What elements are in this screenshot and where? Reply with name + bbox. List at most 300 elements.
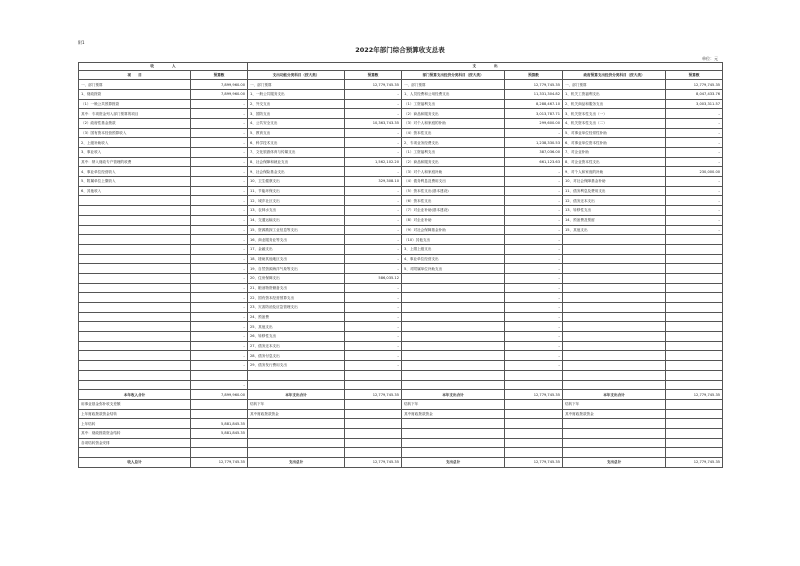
item-cell <box>402 341 505 351</box>
item-cell <box>402 293 505 303</box>
amount-cell: – <box>345 293 402 303</box>
table-row <box>79 264 723 274</box>
item-cell: 其中：纳入财政专户管理的收费 <box>79 157 191 167</box>
amount-cell: – <box>666 138 723 148</box>
item-cell: 其中：财政拨款资金结转 <box>79 428 191 438</box>
amount-cell: – <box>345 206 402 216</box>
amount-cell: – <box>191 225 248 235</box>
amount-cell: – <box>191 244 248 254</box>
item-cell <box>79 206 191 216</box>
amount-cell: 1,562,102.20 <box>345 157 402 167</box>
item-cell <box>402 303 505 313</box>
amount-cell: 12,779,745.35 <box>505 390 563 400</box>
amount-cell: – <box>345 99 402 109</box>
item-cell: 1、财政拨款 <box>79 89 191 99</box>
item-cell <box>79 448 191 458</box>
item-cell <box>79 196 191 206</box>
amount-cell: – <box>505 264 563 274</box>
item-cell: 11、债务利息及费用支出 <box>563 186 666 196</box>
item-cell: 2、专项业务经费支出 <box>402 138 505 148</box>
amount-cell: – <box>345 312 402 322</box>
item-cell: 支出总计 <box>563 458 666 468</box>
amount-cell: – <box>505 303 563 313</box>
amount-cell: – <box>505 322 563 332</box>
amount-cell: – <box>191 303 248 313</box>
amount-cell <box>666 448 723 458</box>
item-cell <box>402 361 505 371</box>
amount-cell: – <box>345 196 402 206</box>
item-cell <box>563 370 666 380</box>
item-cell <box>79 341 191 351</box>
item-cell: 上年结转 <box>79 419 191 429</box>
item-cell <box>563 361 666 371</box>
amount-cell: – <box>191 264 248 274</box>
amount-cell: 12,779,745.35 <box>345 80 402 90</box>
table-row <box>79 89 723 99</box>
amount-cell: – <box>191 99 248 109</box>
item-cell <box>402 332 505 342</box>
item-cell: 28、债务付息支出 <box>248 351 345 361</box>
page-title: 2022年部门综合预算收支总表 <box>355 46 445 54</box>
item-cell: 一、部门预算 <box>79 80 191 90</box>
item-cell: 5、附属单位上缴收入 <box>79 177 191 187</box>
amount-cell: – <box>505 351 563 361</box>
item-cell <box>402 448 505 458</box>
amount-cell: – <box>345 351 402 361</box>
amount-cell: – <box>505 341 563 351</box>
amount-cell: – <box>345 128 402 138</box>
table-row <box>79 157 723 167</box>
amount-cell: – <box>191 283 248 293</box>
income-group-header: 收 入 <box>79 63 248 71</box>
item-cell: 支出总计 <box>248 458 345 468</box>
amount-cell <box>666 399 723 409</box>
item-cell: （1）工资福利支出 <box>402 148 505 158</box>
item-cell: 结转下年 <box>563 399 666 409</box>
item-cell <box>402 380 505 390</box>
item-cell <box>563 351 666 361</box>
amount-cell: – <box>505 254 563 264</box>
amount-cell: 12,779,745.35 <box>345 458 402 468</box>
amount-cell <box>666 254 723 264</box>
amount-cell: – <box>191 332 248 342</box>
expense-group-header: 支 出 <box>248 63 723 71</box>
item-cell: 其中财政拨款资金 <box>248 409 345 419</box>
amount-cell: – <box>345 264 402 274</box>
amount-cell <box>191 409 248 419</box>
amount-cell <box>666 438 723 448</box>
amount-cell: – <box>345 109 402 119</box>
item-cell <box>402 428 505 438</box>
amount-cell: 3,003,311.57 <box>666 99 723 109</box>
item-cell: （10）其他支出 <box>402 235 505 245</box>
item-cell: 11、节能环保支出 <box>248 186 345 196</box>
header-dept-economic-class: 部门预算支出经济分类科目（按大类） <box>402 70 505 80</box>
amount-cell: 11,331,304.82 <box>505 89 563 99</box>
amount-cell <box>666 428 723 438</box>
item-cell: 27、债务还本支出 <box>248 341 345 351</box>
amount-cell: – <box>666 215 723 225</box>
item-cell <box>402 273 505 283</box>
amount-cell: – <box>505 273 563 283</box>
item-cell: 3、国防支出 <box>248 109 345 119</box>
item-cell: （8）对企业补助 <box>402 215 505 225</box>
item-cell: 25、其他支出 <box>248 322 345 332</box>
item-cell: 2、机关商品和服务支出 <box>563 99 666 109</box>
amount-cell: – <box>505 283 563 293</box>
item-cell: 5、教育支出 <box>248 128 345 138</box>
item-cell <box>79 322 191 332</box>
item-cell: 13、农林水支出 <box>248 206 345 216</box>
item-cell: 26、转移性支出 <box>248 332 345 342</box>
amount-cell <box>666 244 723 254</box>
amount-cell <box>345 399 402 409</box>
amount-cell <box>345 370 402 380</box>
amount-cell <box>666 283 723 293</box>
amount-cell: – <box>666 148 723 158</box>
item-cell <box>79 283 191 293</box>
item-cell: 2、上级补助收入 <box>79 138 191 148</box>
table-row <box>79 419 723 429</box>
amount-cell: – <box>191 148 248 158</box>
group-header-row <box>79 63 723 71</box>
header-amount-functional: 预算数 <box>345 70 402 80</box>
amount-cell: – <box>345 322 402 332</box>
amount-cell: – <box>191 273 248 283</box>
amount-cell: 7,899,960.00 <box>191 80 248 90</box>
table-row <box>79 109 723 119</box>
item-cell <box>563 264 666 274</box>
item-cell: 其中：专项资金列入部门预算的项目 <box>79 109 191 119</box>
amount-cell: – <box>191 312 248 322</box>
item-cell: 本年收入合计 <box>79 390 191 400</box>
item-cell: （2）商品和服务支出 <box>402 109 505 119</box>
item-cell <box>563 244 666 254</box>
amount-cell: 12,779,745.35 <box>505 80 563 90</box>
amount-cell: – <box>666 118 723 128</box>
amount-cell: – <box>505 215 563 225</box>
amount-cell: – <box>191 118 248 128</box>
item-cell: 4、公共安全支出 <box>248 118 345 128</box>
amount-cell <box>666 409 723 419</box>
table-row <box>79 99 723 109</box>
column-header-row <box>79 70 723 80</box>
amount-cell: – <box>345 215 402 225</box>
item-cell: 一、部门预算 <box>563 80 666 90</box>
item-cell: 22、国有资本经营预算支出 <box>248 293 345 303</box>
amount-cell: 3,013,787.71 <box>505 109 563 119</box>
table-row <box>79 361 723 371</box>
amount-cell <box>345 380 402 390</box>
table-row <box>79 409 723 419</box>
amount-cell: – <box>191 167 248 177</box>
item-cell: （4）债务利息及费用支出 <box>402 177 505 187</box>
amount-cell <box>191 370 248 380</box>
amount-cell: 8,047,433.76 <box>666 89 723 99</box>
item-cell: 4、机关资本性支出（二） <box>563 118 666 128</box>
item-cell: 1、人员经费和公用经费支出 <box>402 89 505 99</box>
grand-total-row <box>79 458 723 468</box>
item-cell <box>402 283 505 293</box>
header-amount-dept: 预算数 <box>505 70 563 80</box>
amount-cell <box>345 448 402 458</box>
item-cell: 上年财政拨款资金结转 <box>79 409 191 419</box>
item-cell <box>248 438 345 448</box>
table-row <box>79 186 723 196</box>
amount-cell <box>505 399 563 409</box>
item-cell <box>79 312 191 322</box>
amount-cell <box>666 235 723 245</box>
amount-cell: – <box>191 215 248 225</box>
amount-cell <box>191 399 248 409</box>
table-row <box>79 332 723 342</box>
amount-cell: – <box>345 332 402 342</box>
item-cell <box>563 332 666 342</box>
table-row <box>79 235 723 245</box>
amount-cell: – <box>505 186 563 196</box>
amount-cell <box>345 438 402 448</box>
amount-cell: – <box>666 186 723 196</box>
amount-cell: – <box>345 167 402 177</box>
item-cell: 本年支出合计 <box>248 390 345 400</box>
item-cell: 20、住房保障支出 <box>248 273 345 283</box>
item-cell: 7、文化旅游体育与传媒支出 <box>248 148 345 158</box>
table-row <box>79 312 723 322</box>
item-cell: 3、事业收入 <box>79 148 191 158</box>
item-cell: 9、对个人和家庭的补助 <box>563 167 666 177</box>
item-cell: 10、卫生健康支出 <box>248 177 345 187</box>
item-cell: 一、部门预算 <box>248 80 345 90</box>
item-cell <box>563 254 666 264</box>
table-row <box>79 448 723 458</box>
amount-cell: 5,881,845.35 <box>191 428 248 438</box>
amount-cell: – <box>505 206 563 216</box>
item-cell: （2）政府性基金拨款 <box>79 118 191 128</box>
amount-cell: – <box>191 254 248 264</box>
item-cell <box>563 273 666 283</box>
item-cell <box>563 312 666 322</box>
amount-cell: – <box>191 361 248 371</box>
table-row <box>79 128 723 138</box>
item-cell: 23、灾害防治及应急管理支出 <box>248 303 345 313</box>
amount-cell: – <box>191 109 248 119</box>
amount-cell <box>345 419 402 429</box>
amount-cell <box>666 322 723 332</box>
table-row <box>79 148 723 158</box>
item-cell: 14、交通运输支出 <box>248 215 345 225</box>
table-row <box>79 225 723 235</box>
amount-cell: 7,899,960.00 <box>191 390 248 400</box>
item-cell <box>79 235 191 245</box>
item-cell <box>79 273 191 283</box>
item-cell: （7）对企业补助(基本建设) <box>402 206 505 216</box>
amount-cell: – <box>345 235 402 245</box>
amount-cell: – <box>505 196 563 206</box>
item-cell: 16、商业服务业等支出 <box>248 235 345 245</box>
amount-cell: – <box>191 380 248 390</box>
amount-cell: 329,308.10 <box>345 177 402 187</box>
item-cell: （4）资本性支出 <box>402 128 505 138</box>
table-row <box>79 273 723 283</box>
item-cell: 5、对事业单位经常性补助 <box>563 128 666 138</box>
amount-cell: – <box>505 225 563 235</box>
item-cell <box>79 351 191 361</box>
amount-cell <box>666 351 723 361</box>
amount-cell: – <box>191 186 248 196</box>
item-cell: 本年支出合计 <box>563 390 666 400</box>
item-cell <box>563 428 666 438</box>
item-cell <box>248 419 345 429</box>
table-row <box>79 303 723 313</box>
amount-cell <box>505 370 563 380</box>
item-cell: 用事业基金弥补收支差额 <box>79 399 191 409</box>
header-item: 项 目 <box>79 70 191 80</box>
item-cell <box>79 361 191 371</box>
table-row <box>79 283 723 293</box>
amount-cell: 12,779,745.35 <box>666 80 723 90</box>
amount-cell <box>191 438 248 448</box>
item-cell: 结转下年 <box>248 399 345 409</box>
item-cell: 结转下年 <box>402 399 505 409</box>
item-cell: 6、其他收入 <box>79 186 191 196</box>
amount-cell: – <box>505 244 563 254</box>
amount-cell <box>666 370 723 380</box>
item-cell: 10、对社会保障基金补助 <box>563 177 666 187</box>
amount-cell: – <box>191 351 248 361</box>
item-cell: 15、资源勘探工业信息等支出 <box>248 225 345 235</box>
amount-cell: 12,779,745.35 <box>191 458 248 468</box>
amount-cell: 387,036.00 <box>505 148 563 158</box>
item-cell: 13、转移性支出 <box>563 206 666 216</box>
table-row <box>79 370 723 380</box>
item-cell: 3、机关资本性支出（一） <box>563 109 666 119</box>
item-cell <box>402 370 505 380</box>
amount-cell: 12,779,745.35 <box>666 458 723 468</box>
item-cell: 其中财政拨款资金 <box>563 409 666 419</box>
amount-cell <box>666 273 723 283</box>
amount-cell: – <box>345 138 402 148</box>
table-row <box>79 138 723 148</box>
item-cell <box>248 428 345 438</box>
header-gov-economic-class: 政府预算支出经济分类科目（按大类） <box>563 70 666 80</box>
amount-cell: – <box>191 206 248 216</box>
amount-cell <box>505 448 563 458</box>
item-cell: 12、债务还本支出 <box>563 196 666 206</box>
amount-cell: – <box>191 177 248 187</box>
item-cell: 12、城乡社区支出 <box>248 196 345 206</box>
item-cell: 18、援助其他地区支出 <box>248 254 345 264</box>
table-row <box>79 351 723 361</box>
item-cell <box>563 235 666 245</box>
amount-cell: – <box>191 157 248 167</box>
amount-cell: – <box>505 167 563 177</box>
item-cell <box>563 341 666 351</box>
item-cell: 15、其他支出 <box>563 225 666 235</box>
item-cell <box>563 322 666 332</box>
item-cell: 1、一般公共服务支出 <box>248 89 345 99</box>
amount-cell: – <box>666 206 723 216</box>
amount-cell: – <box>345 254 402 264</box>
item-cell <box>563 283 666 293</box>
amount-cell <box>666 303 723 313</box>
item-cell: 14、预备费及预留 <box>563 215 666 225</box>
item-cell <box>248 448 345 458</box>
amount-cell: – <box>191 128 248 138</box>
table-row <box>79 399 723 409</box>
amount-cell: – <box>191 235 248 245</box>
item-cell: 4、事业单位经营收入 <box>79 167 191 177</box>
amount-cell: – <box>666 157 723 167</box>
amount-cell: 7,899,960.00 <box>191 89 248 99</box>
item-cell: 各项结转资金安排 <box>79 438 191 448</box>
item-cell <box>563 419 666 429</box>
item-cell <box>563 293 666 303</box>
item-cell: 一、部门预算 <box>402 80 505 90</box>
item-cell: 支出总计 <box>402 458 505 468</box>
amount-cell: – <box>191 196 248 206</box>
table-row <box>79 118 723 128</box>
amount-cell <box>666 380 723 390</box>
amount-cell: – <box>345 89 402 99</box>
amount-cell <box>666 419 723 429</box>
item-cell: （5）资本性支出(基本建设) <box>402 186 505 196</box>
amount-cell: 299,600.00 <box>505 118 563 128</box>
item-cell: 6、对事业单位资本性补助 <box>563 138 666 148</box>
amount-cell <box>666 361 723 371</box>
amount-cell: – <box>191 322 248 332</box>
item-cell: 17、金融支出 <box>248 244 345 254</box>
item-cell: 6、科学技术支出 <box>248 138 345 148</box>
amount-cell: 12,779,745.35 <box>345 390 402 400</box>
totals-row <box>79 390 723 400</box>
item-cell <box>79 254 191 264</box>
item-cell <box>402 312 505 322</box>
item-cell: 19、自然资源海洋气象等支出 <box>248 264 345 274</box>
amount-cell: – <box>505 361 563 371</box>
amount-cell: – <box>666 196 723 206</box>
amount-cell: – <box>666 225 723 235</box>
item-cell: （1）工资福利支出 <box>402 99 505 109</box>
item-cell <box>79 293 191 303</box>
item-cell: 其中财政拨款资金 <box>402 409 505 419</box>
amount-cell: – <box>345 244 402 254</box>
item-cell <box>79 332 191 342</box>
table-row <box>79 206 723 216</box>
table-row <box>79 341 723 351</box>
item-cell: （3）对个人和家庭补助 <box>402 167 505 177</box>
item-cell: 9、社会保险基金支出 <box>248 167 345 177</box>
amount-cell: – <box>505 177 563 187</box>
item-cell <box>79 264 191 274</box>
item-cell <box>248 380 345 390</box>
table-row <box>79 322 723 332</box>
amount-cell: – <box>345 303 402 313</box>
item-cell: 1、机关工资福利支出 <box>563 89 666 99</box>
item-cell: 29、债务发行费用支出 <box>248 361 345 371</box>
item-cell <box>563 303 666 313</box>
amount-cell <box>505 438 563 448</box>
amount-cell <box>505 409 563 419</box>
header-amount-gov: 预算数 <box>666 70 723 80</box>
amount-cell: 12,779,745.35 <box>505 458 563 468</box>
amount-cell: – <box>191 138 248 148</box>
amount-cell <box>345 428 402 438</box>
item-cell: （3）国有资本经营预算收入 <box>79 128 191 138</box>
amount-cell <box>666 293 723 303</box>
item-cell <box>248 370 345 380</box>
item-cell <box>563 448 666 458</box>
amount-cell: – <box>505 128 563 138</box>
